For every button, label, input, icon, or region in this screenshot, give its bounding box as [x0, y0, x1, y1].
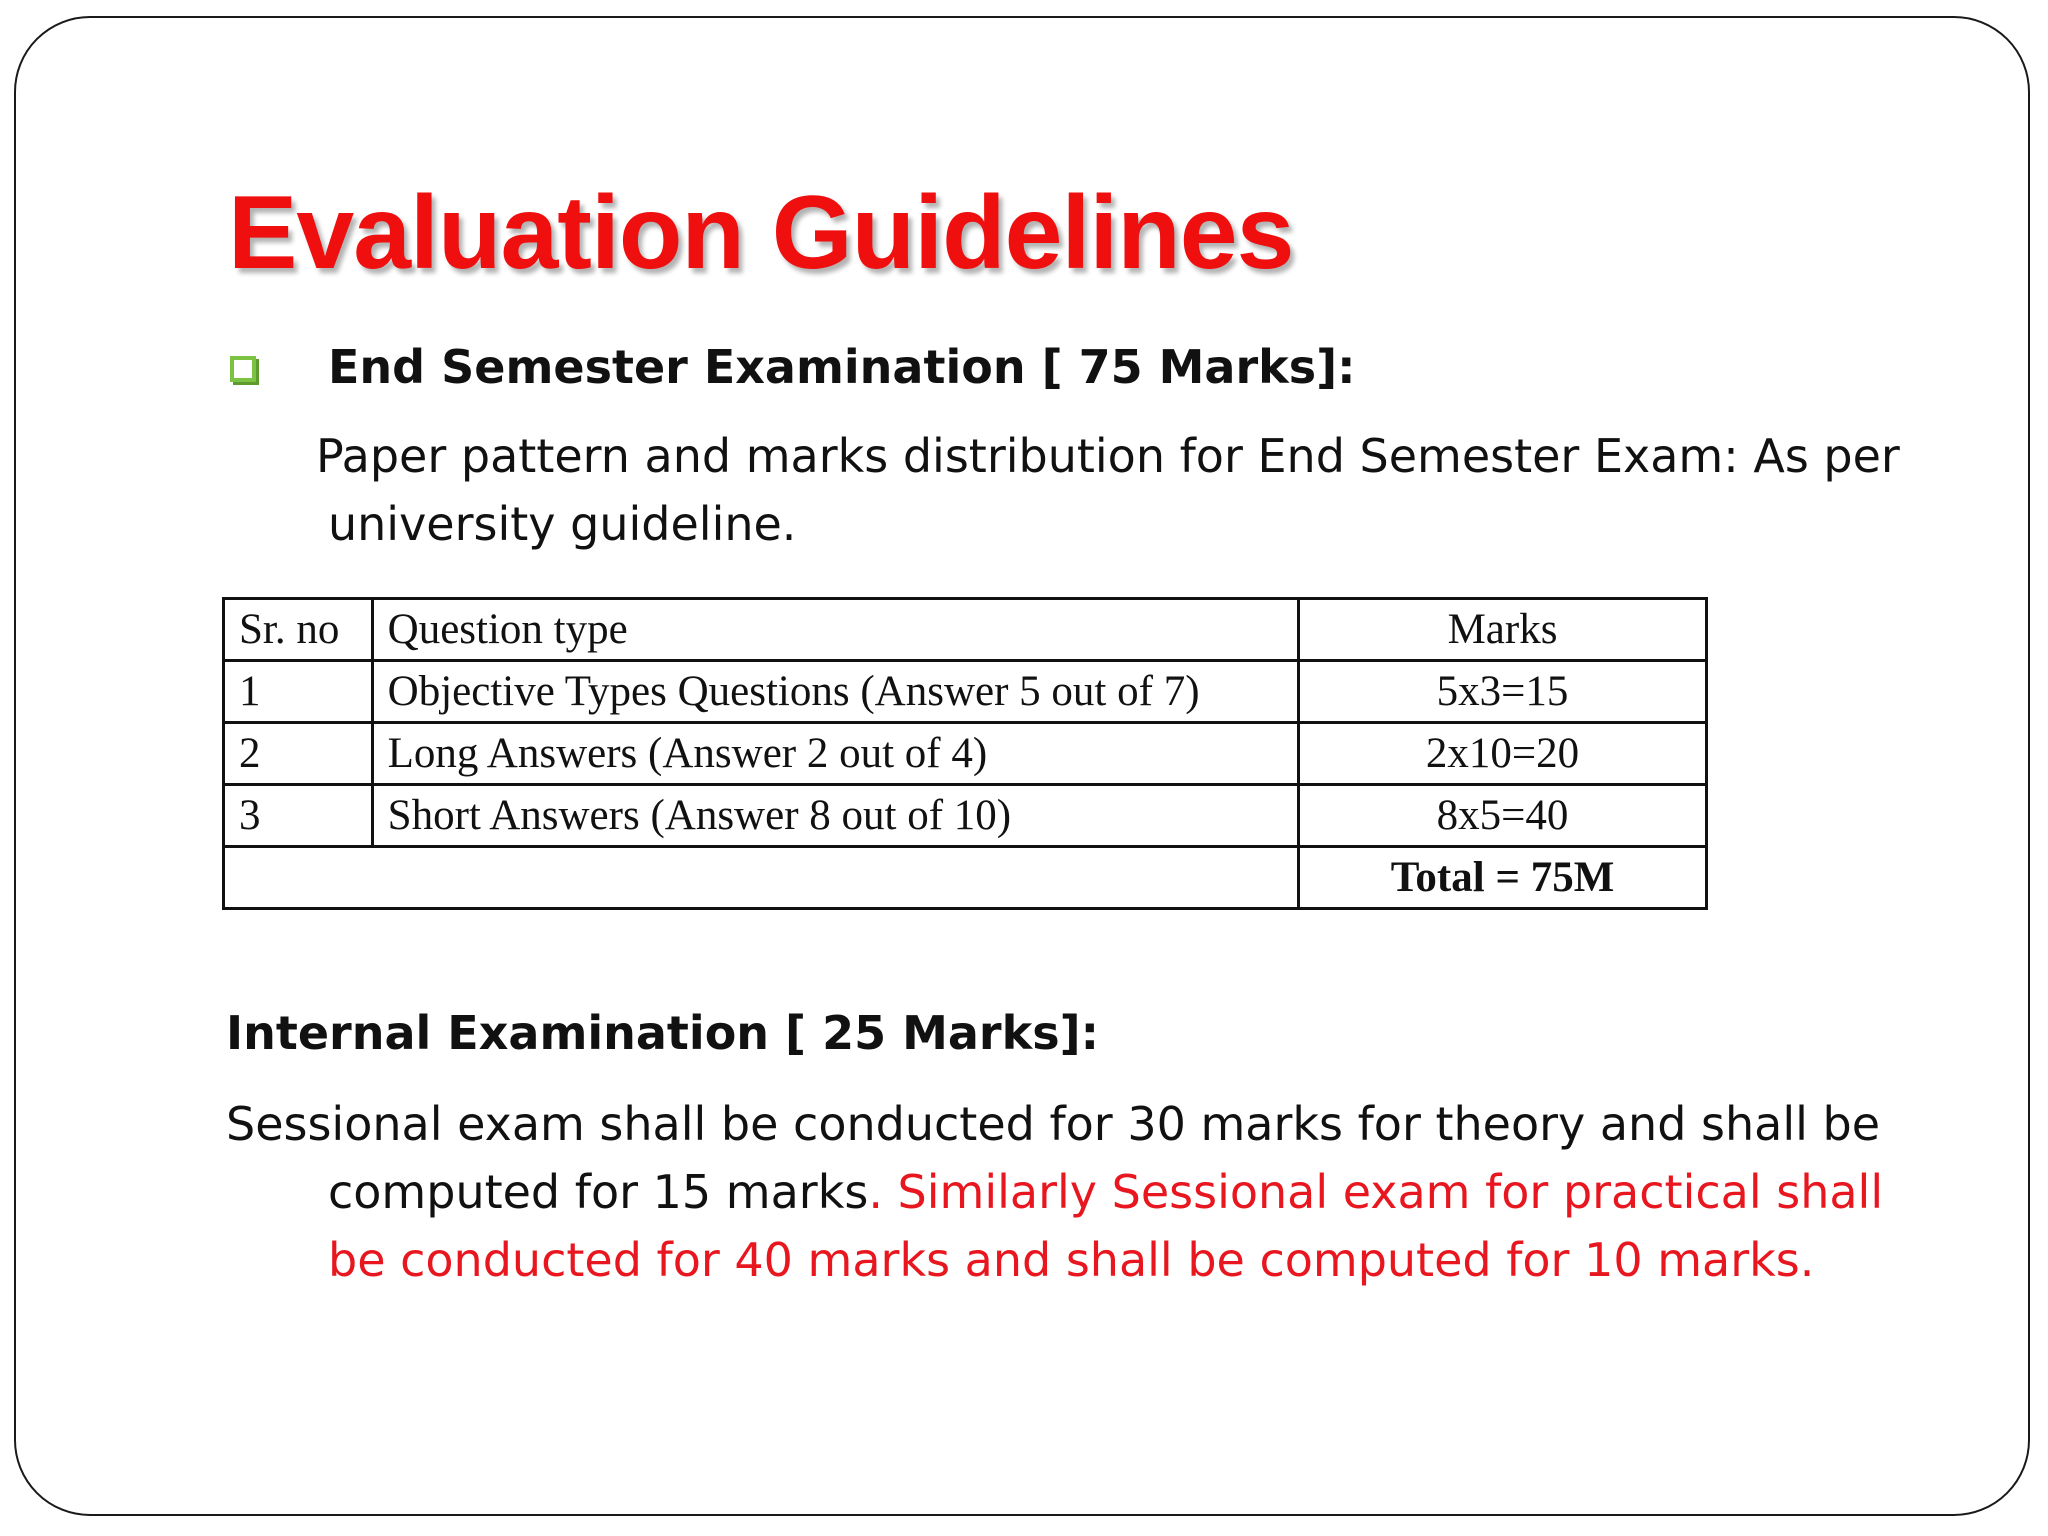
row-sr-no: 2: [224, 723, 373, 785]
total-marks: Total = 75M: [1299, 847, 1707, 909]
table-row: [224, 785, 1707, 847]
row-question-type: Short Answers (Answer 8 out of 10): [372, 785, 1298, 847]
end-semester-heading: End Semester Examination [ 75 Marks]:: [328, 340, 1356, 394]
marks-distribution-table: [222, 597, 1708, 910]
header-question-type: Question type: [372, 599, 1298, 661]
total-empty-cell: [224, 847, 1299, 909]
table-row: [224, 723, 1707, 785]
internal-line2-black-text: computed for 15 marks: [328, 1165, 869, 1219]
end-semester-description-line1: Paper pattern and marks distribution for End Semester Exam: As per: [316, 429, 1900, 483]
table-row: [224, 661, 1707, 723]
header-marks: Marks: [1299, 599, 1707, 661]
header-sr-no: Sr. no: [224, 599, 373, 661]
table-header-row: [224, 599, 1707, 661]
slide-title: Evaluation Guidelines: [228, 175, 1294, 291]
row-sr-no: 3: [224, 785, 373, 847]
checkbox-bullet-icon: [230, 356, 256, 382]
internal-description-line2: [226, 1158, 1926, 1226]
row-marks: 5x3=15: [1299, 661, 1707, 723]
internal-description-line3: be conducted for 40 marks and shall be computed for 10 marks.: [328, 1233, 1815, 1287]
internal-exam-description: [226, 1090, 1926, 1294]
row-marks: 2x10=20: [1299, 723, 1707, 785]
end-semester-description-line2: university guideline.: [328, 497, 797, 551]
internal-description-line1: Sessional exam shall be conducted for 30 marks for theory and shall be: [226, 1097, 1881, 1151]
end-semester-description: [316, 422, 1956, 558]
table-total-row: [224, 847, 1707, 909]
internal-exam-heading: Internal Examination [ 25 Marks]:: [226, 1006, 1100, 1060]
row-question-type: Long Answers (Answer 2 out of 4): [372, 723, 1298, 785]
row-question-type: Objective Types Questions (Answer 5 out of 7): [372, 661, 1298, 723]
row-marks: 8x5=40: [1299, 785, 1707, 847]
row-sr-no: 1: [224, 661, 373, 723]
internal-line2-red-text: . Similarly Sessional exam for practical shall: [868, 1165, 1884, 1219]
